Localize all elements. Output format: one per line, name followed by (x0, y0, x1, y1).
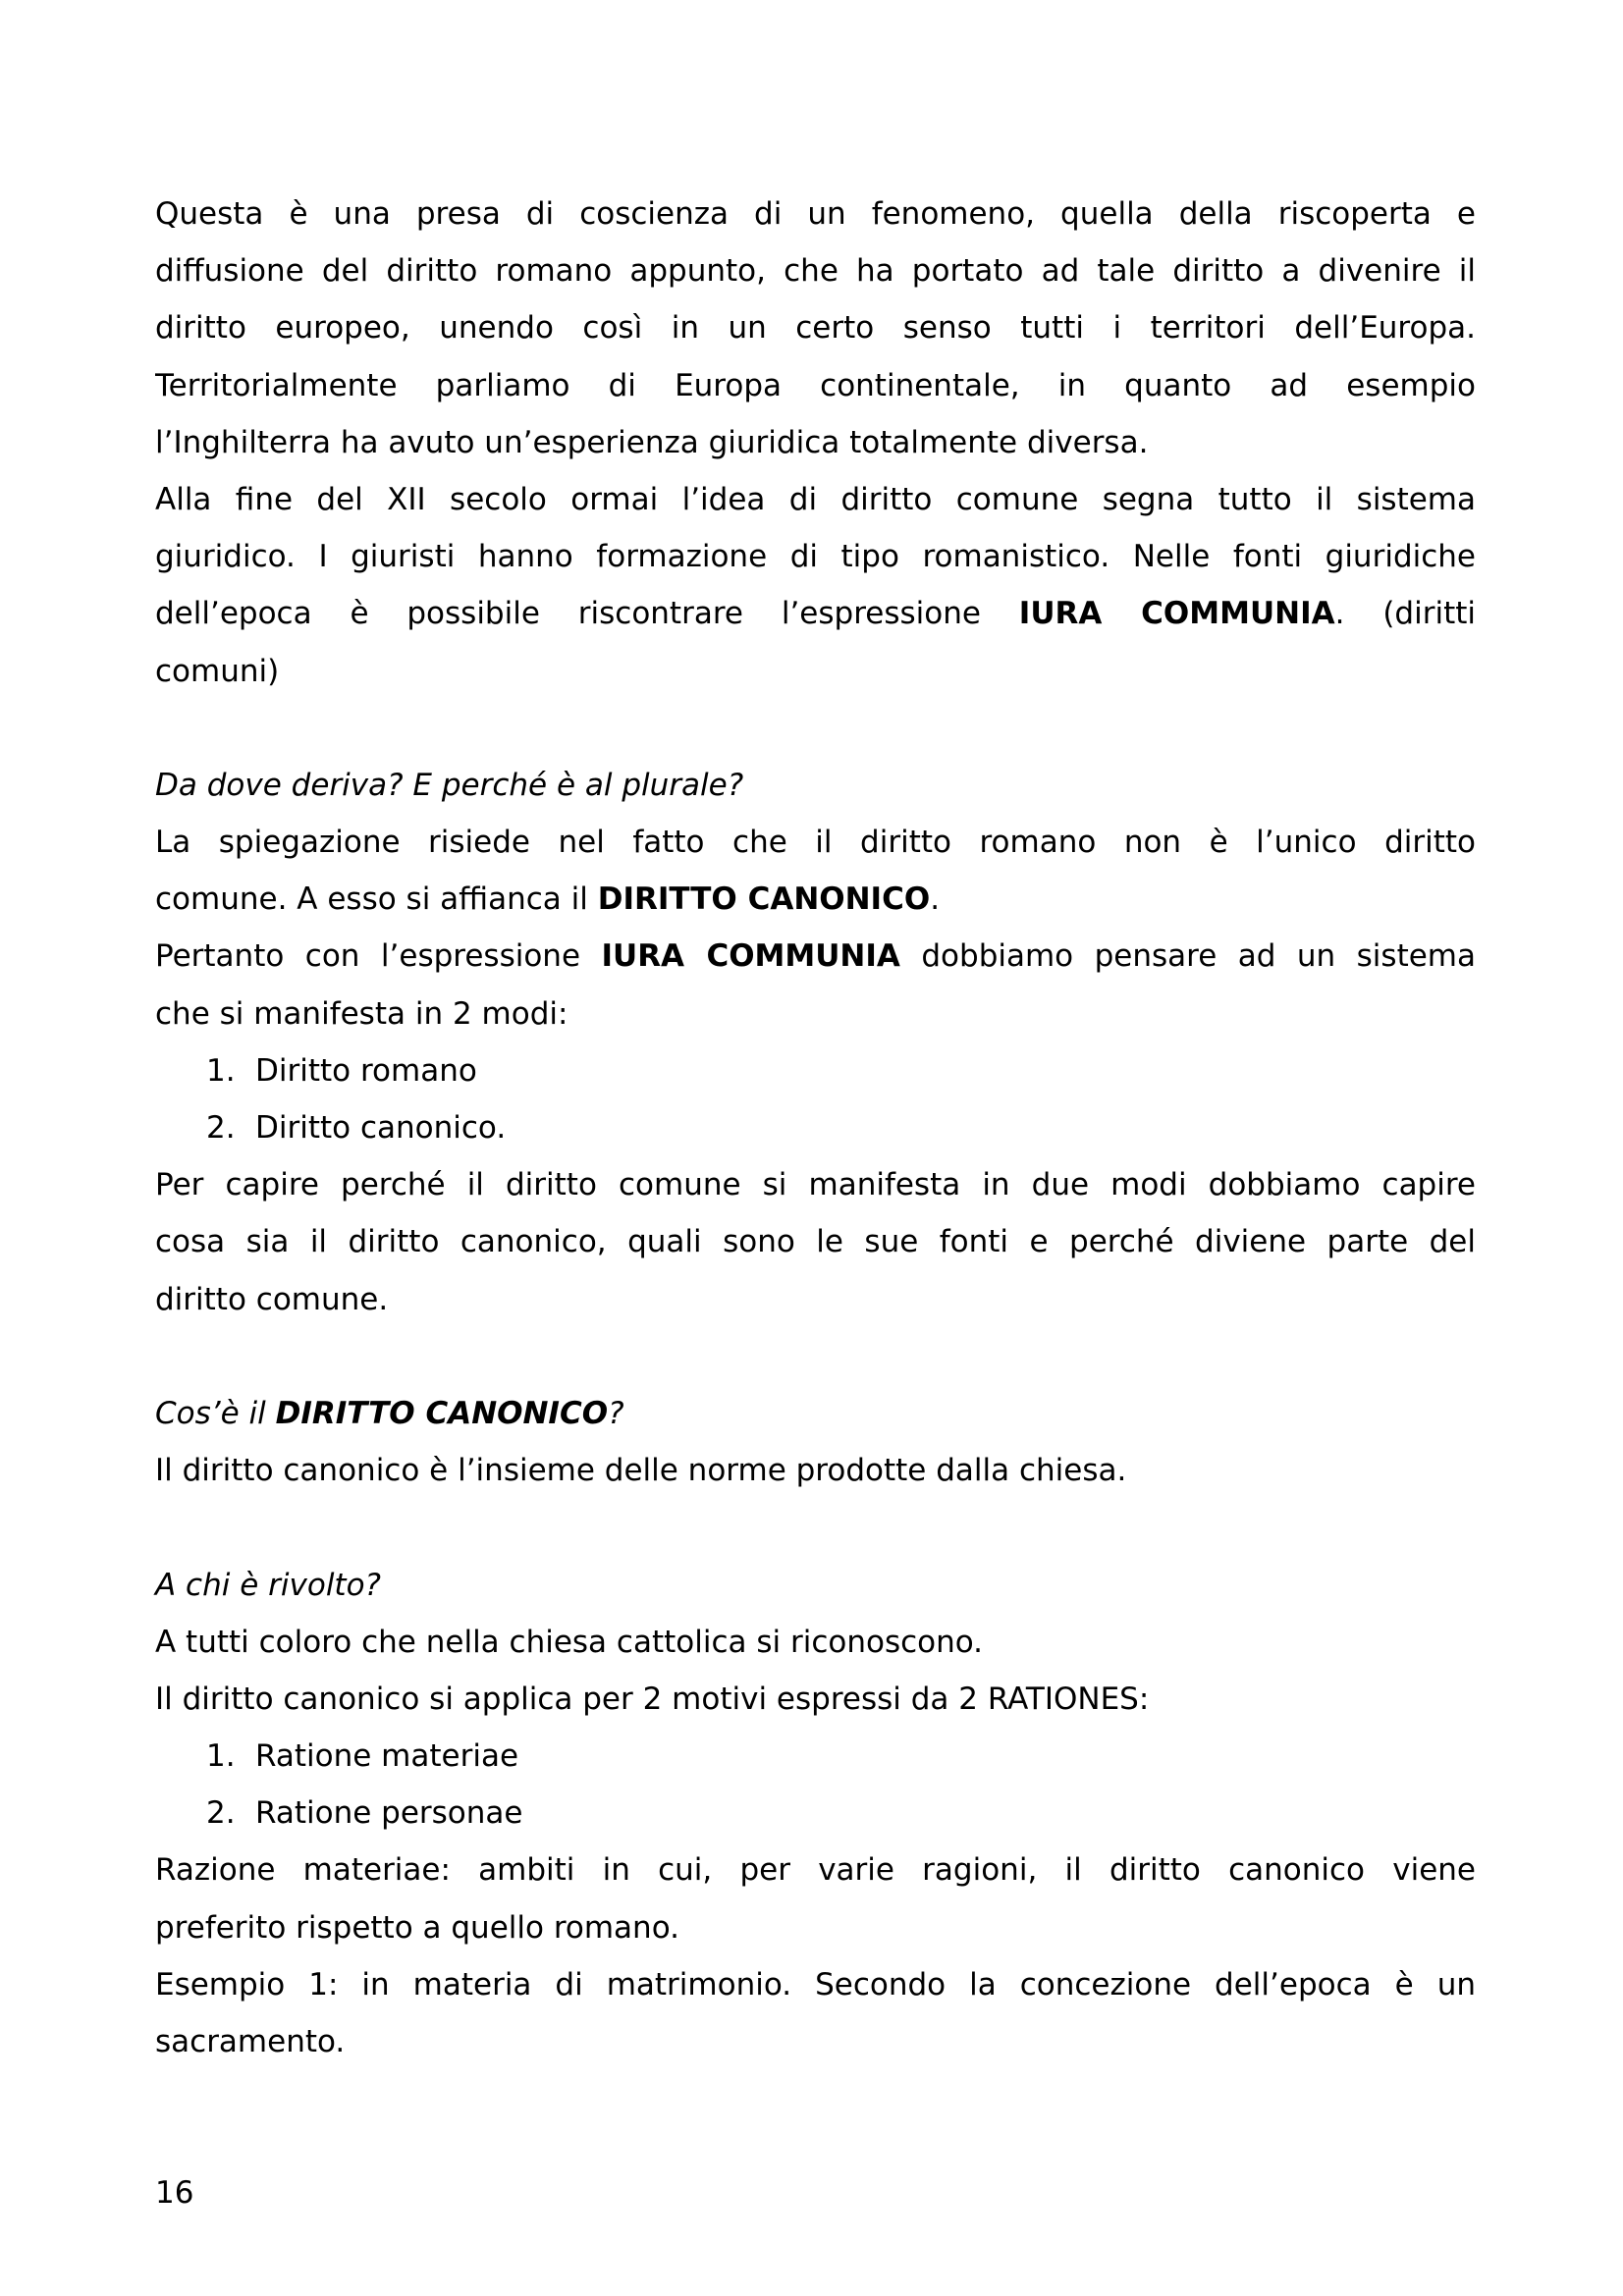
italic-text: Cos’è il (155, 1395, 276, 1431)
text-line (155, 1671, 1476, 1728)
list-number: 2. (206, 1795, 236, 1832)
text-line (155, 871, 1476, 928)
italic-text: A chi è rivolto? (155, 1567, 382, 1603)
document-body (155, 186, 1476, 2070)
text-line (155, 1156, 1476, 1213)
blank-line (155, 700, 1476, 757)
text-line (155, 986, 1476, 1042)
text-span: diritto europeo, unendo così in un certo senso tutti i territori dell’Europa. (155, 310, 1476, 347)
text-span: dobbiamo pensare ad un sistema (899, 938, 1476, 975)
text-span: Razione materiae: ambiti in cui, per varie ragioni, il diritto canonico viene (155, 1852, 1476, 1889)
text-span: Il diritto canonico si applica per 2 motivi espressi da 2 RATIONES: (155, 1681, 1150, 1717)
bold-text: IURA COMMUNIA (601, 938, 900, 975)
text-line (155, 1956, 1476, 2013)
list-number: 1. (206, 1738, 236, 1775)
italic-text: Da dove deriva? E perché è al plurale? (155, 767, 744, 803)
text-line (155, 1842, 1476, 1898)
page-number: 16 (155, 2175, 194, 2211)
text-line (155, 643, 1476, 700)
text-span: Diritto canonico. (255, 1110, 507, 1146)
text-span: . (930, 881, 941, 918)
text-span: Pertanto con l’espressione (155, 938, 602, 975)
list-number: 1. (206, 1052, 236, 1089)
text-span: Esempio 1: in materia di matrimonio. Secondo la concezione dell’epoca è un (155, 1966, 1476, 2002)
text-line (155, 414, 1476, 471)
text-span: Il diritto canonico è l’insieme delle norme prodotte dalla chiesa. (155, 1453, 1127, 1489)
text-line (155, 585, 1476, 642)
text-line (155, 928, 1476, 985)
text-span: Diritto romano (255, 1052, 477, 1089)
text-line (155, 1385, 1476, 1442)
text-line (155, 528, 1476, 585)
text-span: diritto comune. (155, 1281, 389, 1317)
bold-text: DIRITTO CANONICO (275, 1395, 609, 1431)
text-span: giuridico. I giuristi hanno formazione di tipo romanistico. Nelle fonti giuridiche (155, 539, 1476, 575)
text-line (155, 299, 1476, 356)
text-span: A tutti coloro che nella chiesa cattolica si riconoscono. (155, 1624, 984, 1660)
text-span: cosa sia il diritto canonico, quali sono le sue fonti e perché diviene parte del (155, 1224, 1476, 1260)
text-span: comuni) (155, 653, 280, 689)
text-span: Questa è una presa di coscienza di un fenomeno, quella della riscoperta e (155, 196, 1476, 232)
list-item (155, 1099, 1476, 1156)
text-line (155, 2013, 1476, 2070)
text-span: diffusione del diritto romano appunto, che ha portato ad tale diritto a divenire il (155, 253, 1476, 290)
text-line (155, 1614, 1476, 1671)
text-span: La spiegazione risiede nel fatto che il diritto romano non è l’unico diritto (155, 825, 1476, 861)
text-span: Per capire perché il diritto comune si manifesta in due modi dobbiamo capire (155, 1167, 1476, 1203)
text-line (155, 471, 1476, 528)
text-line (155, 357, 1476, 414)
text-line (155, 757, 1476, 814)
text-line (155, 1557, 1476, 1614)
text-line (155, 1213, 1476, 1270)
text-span: l’Inghilterra ha avuto un’esperienza giuridica totalmente diversa. (155, 424, 1149, 460)
text-span: Ratione materiae (255, 1738, 519, 1775)
bold-text: IURA COMMUNIA (1018, 596, 1335, 632)
text-span: sacramento. (155, 2024, 346, 2059)
text-span: . (diritti (1334, 596, 1476, 632)
list-item (155, 1042, 1476, 1099)
text-span: Ratione personae (255, 1795, 523, 1832)
text-span: Territorialmente parliamo di Europa continentale, in quanto ad esempio (155, 367, 1476, 403)
text-span: Alla fine del XII secolo ormai l’idea di diritto comune segna tutto il sistema (155, 481, 1476, 517)
text-span: comune. A esso si affianca il (155, 881, 598, 918)
text-line (155, 1271, 1476, 1328)
text-span: preferito rispetto a quello romano. (155, 1909, 679, 1946)
italic-text: ? (608, 1395, 624, 1431)
text-line (155, 1442, 1476, 1499)
bold-text: DIRITTO CANONICO (597, 881, 931, 918)
text-line (155, 186, 1476, 242)
text-line (155, 814, 1476, 871)
text-line (155, 242, 1476, 299)
text-span: che si manifesta in 2 modi: (155, 995, 568, 1032)
blank-line (155, 1328, 1476, 1385)
list-item (155, 1785, 1476, 1842)
list-number: 2. (206, 1110, 236, 1146)
text-span: dell’epoca è possibile riscontrare l’espressione (155, 596, 1019, 632)
blank-line (155, 1499, 1476, 1556)
list-item (155, 1728, 1476, 1785)
text-line (155, 1899, 1476, 1956)
